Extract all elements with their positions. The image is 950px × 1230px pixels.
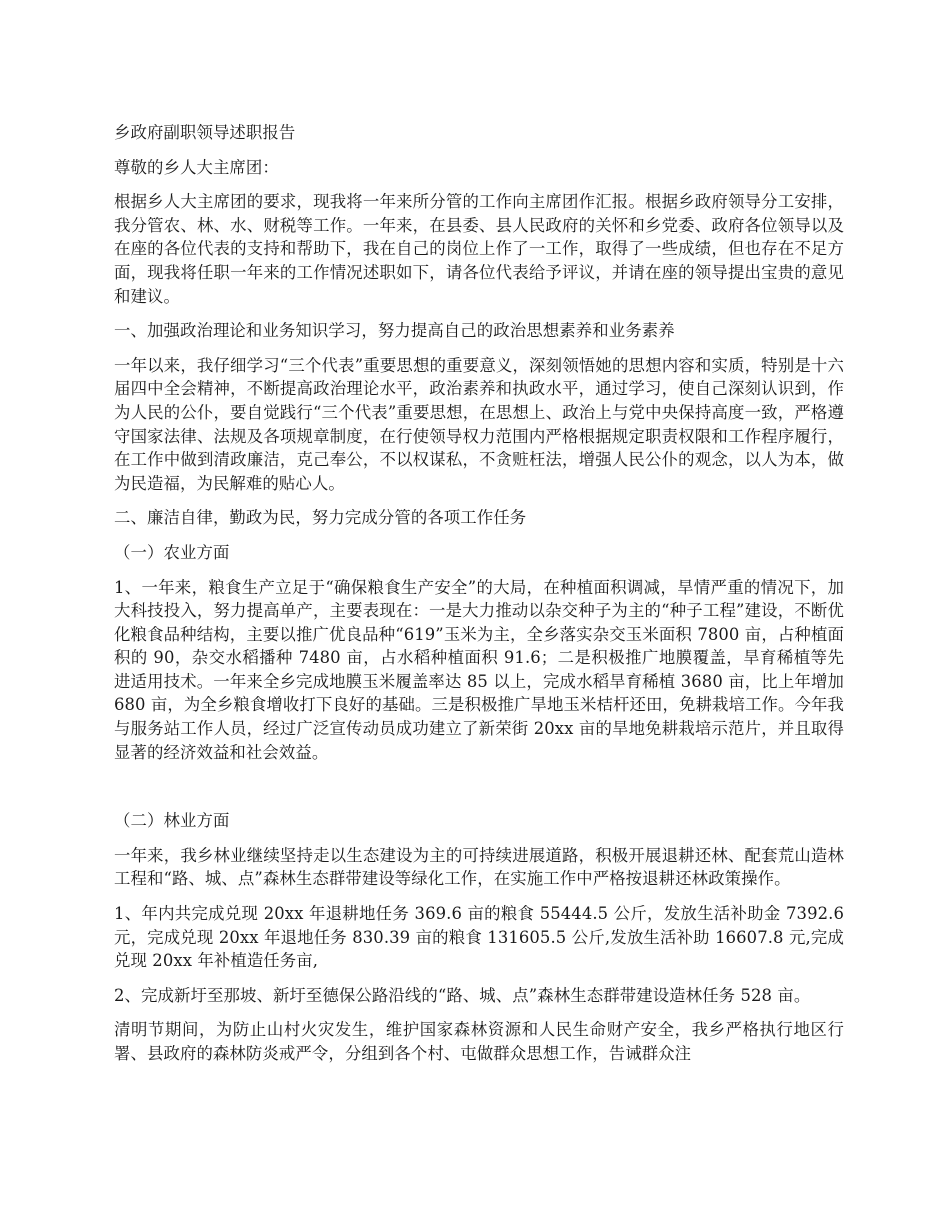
section-1-paragraph: 一年以来，我仔细学习“三个代表”重要思想的重要意义，深刻领悟她的思想内容和实质，特别是十六届四中全会精神，不断提高政治理论水平，政治素养和执政水平，通过学习，使自己深刻认识到，作为人民的公仆，要自觉践行“三个代表”重要思想，在思想上、政治上与党中央保持高度一致，严格遵守国家法律、法规及各项规章制度，在行使领导权力范围内严格根据规定职责权限和工作程序履行，在工作中做到清政廉洁，克己奉公，不以权谋私，不贪赃枉法，增强人民公仆的观念，以人为本，做为民造福，为民解难的贴心人。: [114, 355, 844, 493]
fire-prevention-paragraph: 清明节期间，为防止山村火灾发生，维护国家森林资源和人民生命财产安全，我乡严格执行地区行署、县政府的森林防炎戒严令，分组到各个村、屯做群众思想工作，告诫群众注: [114, 1020, 844, 1063]
section-heading-2: 二、廉洁自律，勤政为民，努力完成分管的各项工作任务: [114, 508, 527, 528]
agriculture-paragraph: 1、一年来，粮食生产立足于“确保粮食生产安全”的大局，在种植面积调减，旱情严重的情况下，加大科技投入，努力提高单产，主要表现在：一是大力推动以杂交种子为主的“种子工程”建设，不断优化粮食品种结构，主要以推广优良品种“619”玉米为主，全乡落实杂交玉米面积 7800 亩，占种植面积的 90，杂交水稻播种 7480 亩，占水稻种植面积 91.6；二是积极推广地膜覆盖，旱育稀植等先进适用技术。一年来全乡完成地膜玉米履盖率达 85 以上，完成水稻旱育稀植 3680 亩，比上年增加 680 亩，为全乡粮食增收打下良好的基础。三是积极推广旱地玉米桔杆还田，免耕栽培工作。今年我与服务站工作人员，经过广泛宣传动员成功建立了新荣街 20xx 亩的旱地免耕栽培示范片，并且取得显著的经济效益和社会效益。: [114, 577, 844, 762]
intro-paragraph: 根据乡人大主席团的要求，现我将一年来所分管的工作向主席团作汇报。根据乡政府领导分工安排，我分管农、林、水、财税等工作。一年来，在县委、县人民政府的关怀和乡党委、政府各位领导以及在座的各位代表的支持和帮助下，我在自己的岗位上作了一工作，取得了一些成绩，但也存在不足方面，现我将任职一年来的工作情况述职如下，请各位代表给予评议，并请在座的领导提出宝贵的意见和建议。: [114, 192, 844, 306]
blank-spacing: [114, 775, 844, 809]
forestry-item-1: 1、年内共完成兑现 20xx 年退耕地任务 369.6 亩的粮食 55444.5 公斤，发放生活补助金 7392.6 元，完成兑现 20xx 年退地任务 830.39 亩的粮食 131605.5 公斤,发放生活补助 16607.8 元,完成兑现 20xx 年补植造任务亩,: [114, 904, 844, 971]
subsection-heading-forestry: （二）林业方面: [114, 811, 230, 831]
forestry-item-2: 2、完成新圩至那坡、新圩至德保公路沿线的“路、城、点”森林生态群带建设造林任务 528 亩。: [114, 985, 811, 1005]
document-title: 乡政府副职领导述职报告: [114, 123, 296, 142]
forestry-intro-paragraph: 一年来，我乡林业继续坚持走以生态建设为主的可持续进展道路，积极开展退耕还林、配套荒山造林工程和“路、城、点”森林生态群带建设等绿化工作，在实施工作中严格按退耕还林政策操作。: [114, 845, 844, 889]
subsection-heading-agriculture: （一）农业方面: [114, 542, 230, 562]
section-heading-1: 一、加强政治理论和业务知识学习，努力提高自己的政治思想素养和业务素养: [114, 321, 675, 341]
salutation: 尊敬的乡人大主席团：: [114, 157, 279, 177]
document-body: [114, 121, 844, 1077]
